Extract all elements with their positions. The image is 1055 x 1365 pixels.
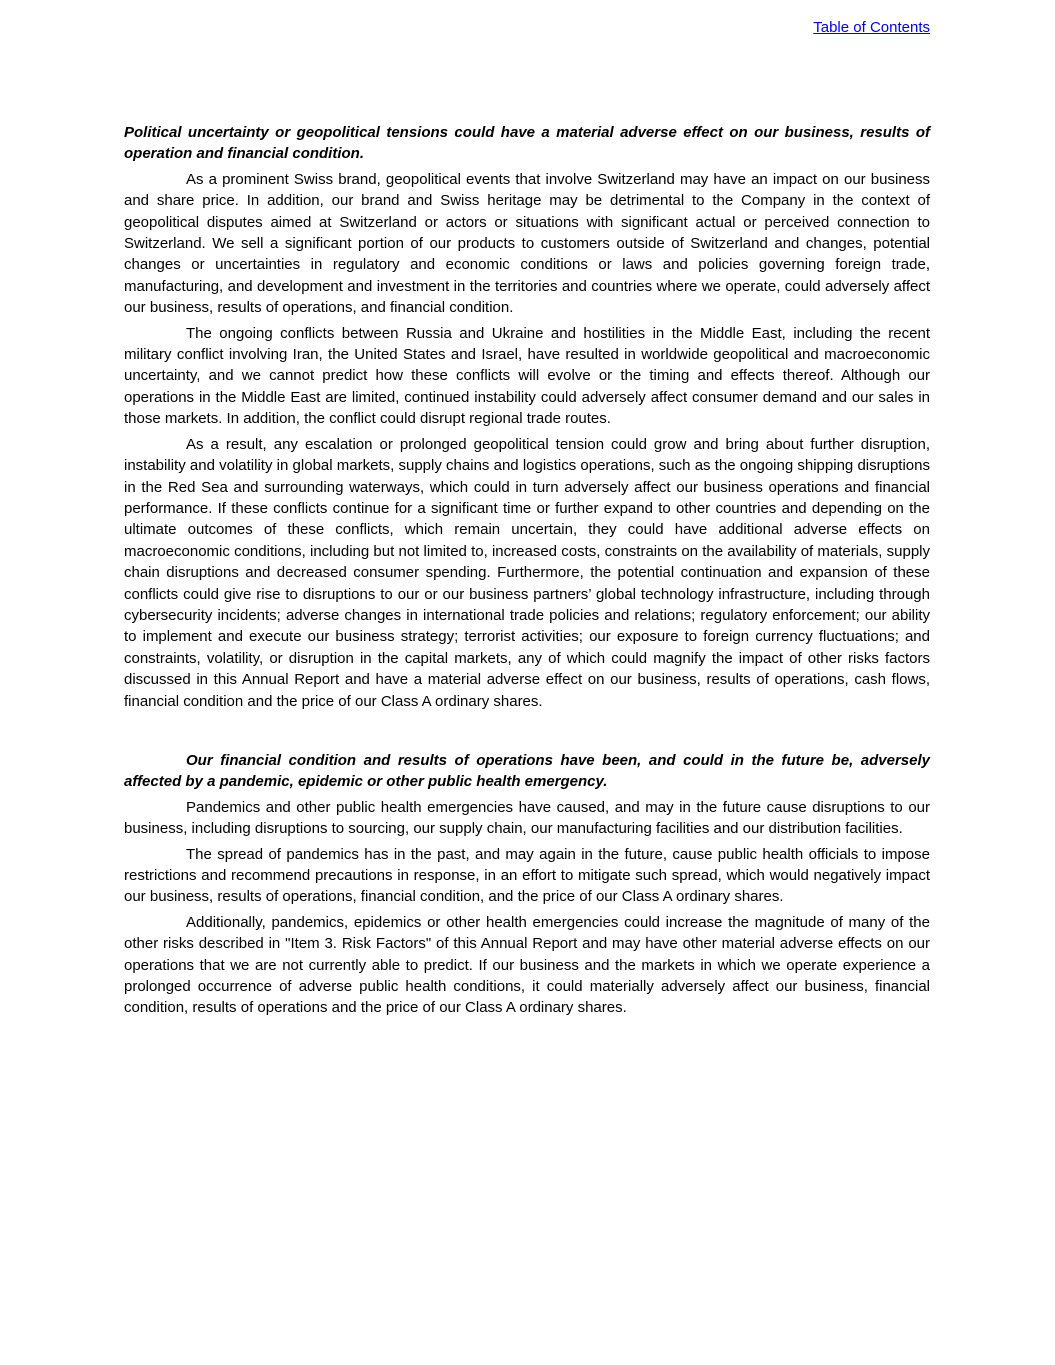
risk-paragraph: Additionally, pandemics, epidemics or other health emergencies could increase the magnitude of many of the other risks described in "Item 3. Risk Factors" of this Annual Report and may have other material adverse effects on our operations that we are not currently able to predict. If our business and the markets in which we operate experience a prolonged occurrence of adverse public health conditions, it could materially adversely affect our business, financial condition, results of operations and the price of our Class A ordinary shares. (124, 913, 930, 1017)
document-body (124, 122, 930, 1019)
risk-section-geopolitical (124, 122, 930, 712)
risk-paragraph: The ongoing conflicts between Russia and Ukraine and hostilities in the Middle East, including the recent military conflict involving Iran, the United States and Israel, have resulted in worldwide geopolitical and macroeconomic uncertainty, and we cannot predict how these conflicts will evolve or the timing and effects thereof. Although our operations in the Middle East are limited, continued instability could adversely affect consumer demand and our sales in those markets. In addition, the conflict could disrupt regional trade routes. (124, 324, 930, 428)
risk-section-pandemic (124, 750, 930, 1019)
risk-paragraph: The spread of pandemics has in the past, and may again in the future, cause public health officials to impose restrictions and recommend precautions in response, in an effort to mitigate such spread, which would negatively impact our business, results of operations, financial condition, and the price of our Class A ordinary shares. (124, 845, 930, 906)
risk-paragraph: As a prominent Swiss brand, geopolitical events that involve Switzerland may have an impact on our business and share price. In addition, our brand and Swiss heritage may be detrimental to the Company in the context of geopolitical disputes aimed at Switzerland or actors or situations with significant actual or perceived connection to Switzerland. We sell a significant portion of our products to customers outside of Switzerland and changes, potential changes or uncertainties in regulatory and economic conditions or laws and policies governing foreign trade, manufacturing, and development and investment in the territories and countries where we operate, could adversely affect our business, results of operations, and financial condition. (124, 170, 930, 317)
table-of-contents-link[interactable]: Table of Contents (813, 19, 930, 36)
header (124, 18, 930, 38)
risk-paragraph: As a result, any escalation or prolonged geopolitical tension could grow and bring about further disruption, instability and volatility in global markets, supply chains and logistics operations, such as the ongoing shipping disruptions in the Red Sea and surrounding waterways, which could in turn adversely affect our business operations and financial performance. If these conflicts continue for a significant time or further expand to other countries and depending on the ultimate outcomes of these conflicts, which remain uncertain, they could have additional adverse effects on macroeconomic conditions, including but not limited to, increased costs, constraints on the availability of materials, supply chain disruptions and decreased consumer spending. Furthermore, the potential continuation and expansion of these conflicts could give rise to disruptions to our or our business partners’ global technology infrastructure, including through cybersecurity incidents; adverse changes in international trade policies and relations; regulatory enforcement; our ability to implement and execute our business strategy; terrorist activities; our exposure to foreign currency fluctuations; and constraints, volatility, or disruption in the capital markets, any of which could magnify the impact of other risks factors discussed in this Annual Report and have a material adverse effect on our business, results of operations, cash flows, financial condition and the price of our Class A ordinary shares. (124, 435, 930, 710)
risk-heading-geopolitical: Political uncertainty or geopolitical tensions could have a material adverse effect on our business, results of operation and financial condition. (124, 124, 930, 163)
risk-heading-pandemic: Our financial condition and results of operations have been, and could in the future be, adversely affected by a pandemic, epidemic or other public health emergency. (124, 751, 930, 791)
risk-paragraph: Pandemics and other public health emergencies have caused, and may in the future cause disruptions to our business, including disruptions to sourcing, our supply chain, our manufacturing facilities and our distribution facilities. (124, 798, 930, 838)
